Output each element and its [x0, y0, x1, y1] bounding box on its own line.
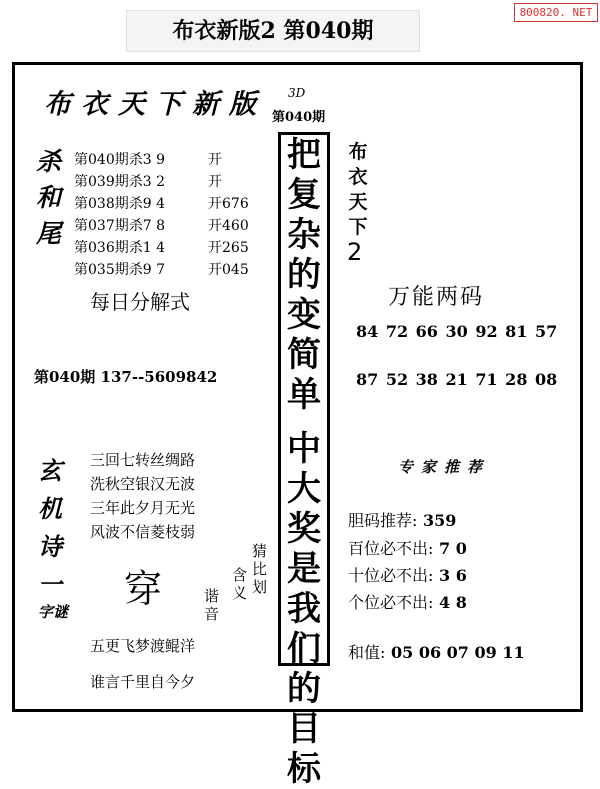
kill-label-char-1: 杀: [36, 147, 62, 176]
kill-row: [74, 171, 274, 193]
slogan-char: 把: [287, 135, 321, 175]
poem-label-char: 一: [38, 570, 62, 599]
recommend-value: 3 6: [438, 566, 467, 585]
slogan-char: 复: [287, 175, 321, 215]
poem-label-char: 字谜: [38, 603, 69, 621]
stroke-hint-char: 划: [252, 578, 268, 596]
sum-label: 和值:: [348, 643, 386, 662]
sum-line: [348, 640, 525, 663]
side-brand-char: 下: [348, 216, 368, 238]
slogan-char: 奖: [287, 509, 321, 549]
poem-line: 风波不信菱枝弱: [90, 523, 196, 541]
slogan-char: 的: [287, 669, 321, 709]
recommend-label: 个位必不出:: [348, 593, 434, 612]
open-value: 开045: [208, 262, 249, 278]
kill-row: [74, 149, 274, 171]
brand-issue: 第040期: [272, 110, 326, 125]
slogan-char: 是: [287, 549, 321, 589]
kill-value: 第038期杀9 4: [74, 196, 165, 212]
stroke-hint-char: 比: [252, 560, 268, 578]
stroke-hint-char: 猜: [252, 542, 268, 560]
kill-row: [74, 193, 274, 215]
slogan-char: 大: [287, 469, 321, 509]
side-brand-char: 布: [348, 141, 368, 163]
open-value: 开: [208, 152, 222, 168]
kill-value: 第036期杀1 4: [74, 240, 165, 256]
slogan-box: [278, 132, 330, 789]
recommend-line: [348, 563, 467, 586]
meaning-hint-char: 含: [232, 566, 248, 584]
slogan-char: 简: [287, 335, 321, 375]
two-code-row-1: 84 72 66 30 92 81 57: [356, 322, 558, 341]
poem-label-char: 机: [38, 494, 62, 523]
homophone-hint-char: 谐: [204, 587, 220, 605]
kill-row: [74, 215, 274, 237]
slogan-char: 变: [287, 295, 321, 335]
page-title: 布衣新版2 第040期: [126, 10, 420, 52]
recommend-line: [348, 590, 467, 613]
kill-tail-list: [74, 149, 274, 281]
slogan-char: 杂: [287, 215, 321, 255]
poem-line: 三年此夕月无光: [90, 499, 196, 517]
two-code-title: 万能两码: [388, 285, 485, 310]
meaning-hint: [232, 566, 252, 602]
meaning-hint-char: 义: [232, 584, 248, 602]
daily-code-line: 第040期 137--5609842: [34, 368, 218, 386]
kill-tail-label: [36, 144, 70, 252]
slogan-char: 单: [287, 375, 321, 415]
poem-extra-line: 五更飞梦渡鲲洋: [90, 637, 196, 655]
poem-label-char: 诗: [38, 532, 62, 561]
sum-value: 05 06 07 09 11: [390, 643, 525, 662]
poem-label-char: 玄: [38, 456, 62, 485]
expert-title: 专家推荐: [398, 458, 491, 476]
slogan-char: 标: [287, 749, 321, 789]
side-brand-char: 天: [348, 191, 368, 213]
slogan-char: 目: [287, 709, 321, 749]
kill-value: 第039期杀3 2: [74, 174, 165, 190]
kill-row: [74, 237, 274, 259]
slogan-char: 中: [287, 429, 321, 469]
side-brand-number: 2: [347, 238, 363, 266]
side-brand: [345, 140, 371, 240]
recommend-label: 胆码推荐:: [348, 511, 418, 530]
kill-value: 第040期杀3 9: [74, 152, 165, 168]
kill-label-char-2: 和: [36, 183, 62, 212]
recommend-value: 4 8: [438, 593, 467, 612]
recommend-line: [348, 536, 467, 559]
poem-extra-lines: [90, 628, 195, 700]
riddle-character: 穿: [124, 567, 163, 611]
slogan-char: 我: [287, 589, 321, 629]
kill-row: [74, 259, 274, 281]
open-value: 开: [208, 174, 222, 190]
kill-label-char-3: 尾: [36, 219, 62, 248]
recommend-value: 7 0: [438, 539, 467, 558]
kill-value: 第037期杀7 8: [74, 218, 165, 234]
stroke-hint: [252, 542, 272, 596]
open-value: 开676: [208, 196, 249, 212]
open-value: 开265: [208, 240, 249, 256]
homophone-hint: [204, 587, 224, 623]
open-value: 开460: [208, 218, 249, 234]
side-brand-char: 衣: [348, 166, 368, 188]
brand-title: 布衣天下新版: [44, 89, 266, 120]
poem-extra-line: 谁言千里自今夕: [90, 673, 196, 691]
homophone-hint-char: 音: [204, 605, 220, 623]
site-watermark: 800820. NET: [514, 3, 598, 22]
poem-label: [38, 452, 72, 620]
poem-line: 洗秋空银汉无波: [90, 475, 196, 493]
slogan-char: 们: [287, 629, 321, 669]
poem-lines: [90, 448, 195, 544]
daily-decomposition-title: 每日分解式: [90, 290, 190, 314]
recommend-label: 十位必不出:: [348, 566, 434, 585]
recommend-label: 百位必不出:: [348, 539, 434, 558]
slogan-char: 的: [287, 255, 321, 295]
brand-3d-tag: 3D: [288, 86, 306, 100]
recommend-line: [348, 508, 456, 531]
kill-value: 第035期杀9 7: [74, 262, 165, 278]
recommend-value: 359: [422, 511, 457, 530]
two-code-row-2: 87 52 38 21 71 28 08: [356, 370, 558, 389]
poem-line: 三回七转丝绸路: [90, 451, 196, 469]
